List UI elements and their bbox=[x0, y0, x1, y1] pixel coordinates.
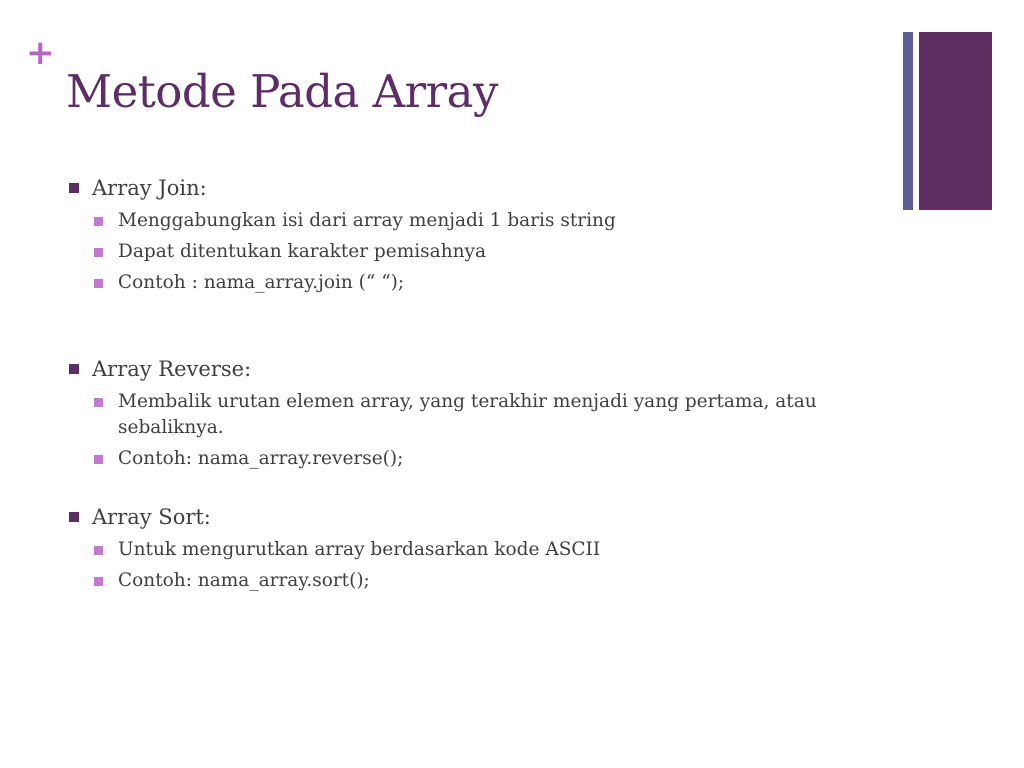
square-bullet-icon bbox=[69, 364, 79, 374]
section-array-reverse bbox=[66, 353, 896, 472]
section-array-sort bbox=[66, 501, 896, 594]
bullet-level1 bbox=[66, 172, 896, 204]
bullet-level2 bbox=[66, 239, 896, 265]
square-bullet-icon bbox=[94, 248, 103, 257]
section-heading: Array Sort: bbox=[92, 505, 211, 529]
bullet-text: Contoh: nama_array.reverse(); bbox=[118, 448, 404, 469]
square-bullet-icon bbox=[94, 398, 103, 407]
bullet-level2 bbox=[66, 389, 896, 441]
bullet-level2 bbox=[66, 568, 896, 594]
square-bullet-icon bbox=[69, 512, 79, 522]
plus-icon: + bbox=[26, 33, 55, 73]
bullet-text: Contoh: nama_array.sort(); bbox=[118, 570, 370, 591]
bullet-level2 bbox=[66, 446, 896, 472]
bullet-text: Untuk mengurutkan array berdasarkan kode ASCII bbox=[118, 539, 601, 560]
bullet-level1 bbox=[66, 501, 896, 533]
spacer bbox=[66, 301, 896, 353]
square-bullet-icon bbox=[94, 546, 103, 555]
section-heading: Array Join: bbox=[92, 176, 207, 200]
square-bullet-icon bbox=[94, 217, 103, 226]
square-bullet-icon bbox=[69, 183, 79, 193]
bullet-text: Membalik urutan elemen array, yang terakhir menjadi yang pertama, atau sebaliknya. bbox=[118, 391, 817, 438]
decorative-bar-thick bbox=[919, 32, 992, 210]
bullet-level1 bbox=[66, 353, 896, 385]
square-bullet-icon bbox=[94, 279, 103, 288]
bullet-text: Dapat ditentukan karakter pemisahnya bbox=[118, 241, 487, 262]
bullet-text: Contoh : nama_array.join (“ “); bbox=[118, 272, 405, 293]
bullet-level2 bbox=[66, 208, 896, 234]
spacer bbox=[66, 477, 896, 501]
square-bullet-icon bbox=[94, 455, 103, 464]
decorative-bar-thin bbox=[903, 32, 913, 210]
bullet-level2 bbox=[66, 270, 896, 296]
section-array-join bbox=[66, 172, 896, 296]
bullet-text: Menggabungkan isi dari array menjadi 1 baris string bbox=[118, 210, 616, 231]
slide-title: Metode Pada Array bbox=[66, 65, 498, 118]
section-heading: Array Reverse: bbox=[92, 357, 252, 381]
square-bullet-icon bbox=[94, 577, 103, 586]
slide-content bbox=[66, 172, 896, 599]
bullet-level2 bbox=[66, 537, 896, 563]
